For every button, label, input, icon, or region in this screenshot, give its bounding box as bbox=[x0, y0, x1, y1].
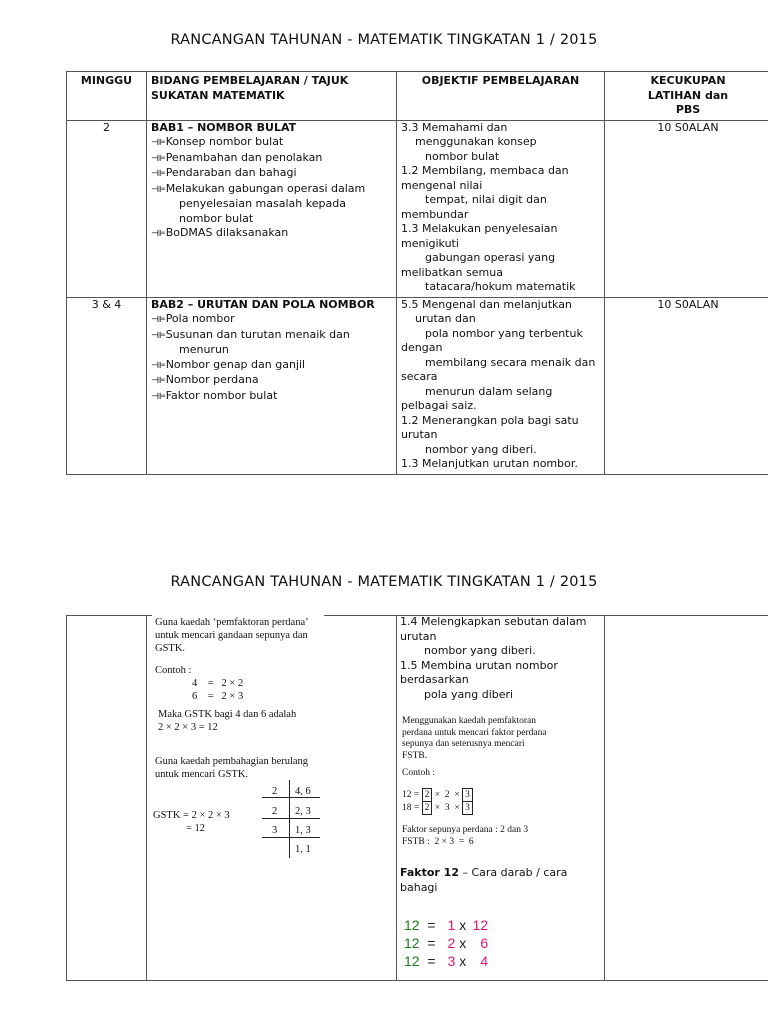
minggu-cell: 2 bbox=[67, 120, 147, 297]
boxed-factor: 2 bbox=[422, 788, 433, 802]
boxed-factor: 3 bbox=[462, 788, 473, 802]
objektif-line: tatacara/hokum matematik bbox=[425, 280, 576, 293]
header-minggu: MINGGU bbox=[67, 72, 147, 121]
divisor: 3 bbox=[272, 825, 278, 836]
objektif-line: berdasarkan bbox=[400, 673, 469, 686]
factor-row: 12 = 2 × 2 × 3 bbox=[402, 788, 473, 802]
equation: 6 = 2 × 3 bbox=[192, 691, 244, 702]
objektif-line: urutan bbox=[400, 629, 437, 643]
objektif-line: nombor yang diberi. bbox=[425, 442, 537, 456]
yearly-plan-table bbox=[66, 71, 768, 475]
kecukupan-cell: 10 S0ALAN bbox=[605, 297, 768, 474]
list-item: ⊣⊫Faktor nombor bulat bbox=[151, 388, 278, 402]
objektif-line: mengenal nilai bbox=[401, 178, 483, 192]
gstk-intro-line: untuk mencari gandaan sepunya dan bbox=[155, 630, 308, 641]
header-kecukupan-line3: PBS bbox=[675, 103, 701, 116]
objektif-line: menggunakan konsep bbox=[415, 135, 537, 148]
fstb-intro-line: perdana untuk mencari faktor perdana bbox=[402, 727, 547, 738]
minggu-cell: 3 & 4 bbox=[67, 297, 147, 474]
objektif-line: membundar bbox=[401, 207, 469, 221]
bidang-cell bbox=[147, 120, 397, 297]
header-bidang-line2: SUKATAN MATEMATIK bbox=[151, 88, 285, 102]
list-item-continuation: nombor bulat bbox=[179, 211, 254, 225]
kecukupan-cell bbox=[605, 616, 768, 981]
bab-title: BAB1 – NOMBOR BULAT bbox=[151, 120, 297, 134]
boxed-factor: 2 bbox=[422, 801, 433, 815]
list-item: ⊣⊫Pola nombor bbox=[151, 312, 235, 325]
faktor-row: 12 = 2 x 6 bbox=[404, 935, 489, 951]
faktor-heading bbox=[400, 865, 604, 895]
objektif-line: urutan bbox=[401, 428, 438, 441]
sepunya-line: Faktor sepunya perdana : 2 dan 3 bbox=[402, 825, 529, 835]
bullet-icon: ⊣⊫ bbox=[151, 315, 165, 325]
bullet-icon: ⊣⊫ bbox=[151, 330, 165, 341]
dividend: 1, 1 bbox=[295, 844, 311, 855]
divisor: 2 bbox=[272, 806, 278, 817]
objektif-line: 1.3 Melanjutkan urutan nombor. bbox=[401, 457, 578, 470]
maka-line: 2 × 2 × 3 = 12 bbox=[158, 722, 218, 733]
header-bidang bbox=[147, 72, 397, 121]
bullet-icon: ⊣⊫ bbox=[151, 391, 165, 402]
objektif-line: 1.3 Melakukan penyelesaian bbox=[401, 222, 558, 235]
list-item-continuation: menurun bbox=[179, 343, 229, 356]
objektif-line: gabungan operasi yang bbox=[425, 251, 556, 264]
faktor-list bbox=[404, 916, 488, 970]
bab-title: BAB2 – URUTAN DAN POLA NOMBOR bbox=[151, 297, 375, 311]
fstb-intro-line: Menggunakan kaedah pemfaktoran bbox=[402, 716, 537, 726]
objektif-line: menigikuti bbox=[401, 236, 459, 250]
objektif-line: 3.3 Memahami dan bbox=[401, 120, 508, 134]
table-row bbox=[67, 120, 768, 297]
objektif-line: menurun dalam selang bbox=[425, 384, 553, 398]
objektif-line: membilang secara menaik dan bbox=[425, 355, 596, 369]
objektif-line: 5.5 Mengenal dan melanjutkan bbox=[401, 297, 572, 311]
header-bidang-line1: BIDANG PEMBELAJARAN / TAJUK bbox=[151, 74, 349, 87]
division-ladder bbox=[262, 780, 322, 860]
bullet-icon: ⊣⊫ bbox=[151, 169, 165, 179]
objektif-line: 1.2 Membilang, membaca dan bbox=[401, 164, 569, 177]
equation: 4 = 2 × 2 bbox=[192, 678, 244, 689]
page-title: RANCANGAN TAHUNAN - MATEMATIK TINGKATAN 1 / 2015 bbox=[170, 32, 598, 48]
objektif-cell bbox=[397, 120, 605, 297]
objektif-cell bbox=[397, 297, 605, 474]
contoh-label: Contoh : bbox=[402, 768, 435, 778]
list-item: ⊣⊫Konsep nombor bulat bbox=[151, 135, 284, 148]
objektif-line: dengan bbox=[401, 341, 443, 354]
faktor-bold-label: Faktor 12 bbox=[400, 866, 459, 879]
objektif-line: pelbagai saiz. bbox=[401, 399, 477, 412]
bullet-icon: ⊣⊫ bbox=[151, 153, 165, 164]
table-row bbox=[67, 297, 768, 474]
objektif-line: nombor yang diberi. bbox=[424, 644, 536, 657]
divisor: 2 bbox=[272, 786, 278, 797]
bullet-icon: ⊣⊫ bbox=[151, 376, 165, 386]
faktor-row: 12 = 3 x 4 bbox=[404, 953, 489, 969]
gstk-intro-line: GSTK. bbox=[155, 643, 186, 654]
objektif-line: 1.5 Membina urutan nombor bbox=[400, 658, 558, 672]
dividend: 1, 3 bbox=[295, 825, 311, 836]
minggu-cell bbox=[67, 616, 147, 981]
bullet-icon: ⊣⊫ bbox=[151, 138, 165, 148]
list-item-continuation: penyelesaian masalah kepada bbox=[179, 197, 346, 210]
fstb-intro-line: FSTB. bbox=[402, 750, 428, 761]
header-kecukupan-line1: KECUKUPAN bbox=[650, 74, 726, 87]
fstb-intro-line: sepunya dan seterusnya mencari bbox=[402, 739, 525, 749]
objektif-text bbox=[400, 615, 604, 702]
kecukupan-cell: 10 S0ALAN bbox=[605, 120, 768, 297]
table-header-row bbox=[67, 72, 768, 121]
list-item: ⊣⊫Susunan dan turutan menaik dan bbox=[151, 327, 350, 341]
objektif-line: pola yang diberi bbox=[424, 687, 514, 701]
page-title: RANCANGAN TAHUNAN - MATEMATIK TINGKATAN 1 / 2015 bbox=[170, 574, 598, 590]
faktor-label-rest: – Cara darab / cara bbox=[459, 866, 568, 879]
objektif-line: tempat, nilai digit dan bbox=[425, 193, 547, 206]
gstk-example-image bbox=[152, 614, 324, 876]
header-objektif: OBJEKTIF PEMBELAJARAN bbox=[397, 72, 605, 121]
objektif-line: melibatkan semua bbox=[401, 265, 503, 279]
dividend: 4, 6 bbox=[295, 786, 311, 797]
header-kecukupan bbox=[605, 72, 768, 121]
objektif-line: nombor bulat bbox=[425, 149, 500, 163]
gstk-result: = 12 bbox=[186, 823, 206, 834]
faktor-row: 12 = 1 x 12 bbox=[404, 917, 489, 933]
dividend: 2, 3 bbox=[295, 806, 311, 817]
objektif-line: urutan dan bbox=[415, 312, 476, 325]
bullet-icon: ⊣⊫ bbox=[151, 360, 165, 371]
list-item: ⊣⊫Melakukan gabungan operasi dalam bbox=[151, 181, 366, 195]
objektif-line: 1.4 Melengkapkan sebutan dalam bbox=[400, 615, 587, 628]
bullet-icon: ⊣⊫ bbox=[151, 184, 165, 195]
list-item: ⊣⊫Penambahan dan penolakan bbox=[151, 150, 323, 164]
fstb-result: FSTB : 2 × 3 = 6 bbox=[402, 837, 474, 847]
contoh-label: Contoh : bbox=[155, 665, 192, 676]
objektif-line: pola nombor yang terbentuk bbox=[425, 326, 583, 340]
list-item: ⊣⊫Pendaraban dan bahagi bbox=[151, 166, 297, 179]
fstb-example-image bbox=[402, 716, 602, 852]
gstk-intro-line: Guna kaedah ‘pemfaktoran perdana’ bbox=[155, 617, 309, 628]
factor-row: 18 = 2 × 3 × 3 bbox=[402, 801, 473, 815]
header-kecukupan-line2: LATIHAN dan bbox=[647, 88, 729, 102]
objektif-line: 1.2 Menerangkan pola bagi satu bbox=[401, 413, 579, 427]
boxed-factor: 3 bbox=[462, 801, 473, 815]
list-item: ⊣⊫BoDMAS dilaksanakan bbox=[151, 226, 289, 239]
maka-line: Maka GSTK bagi 4 dan 6 adalah bbox=[158, 709, 297, 720]
guna-kaedah-line: Guna kaedah pembahagian berulang bbox=[155, 756, 309, 767]
bullet-icon: ⊣⊫ bbox=[151, 229, 165, 239]
gstk-result: GSTK = 2 × 2 × 3 bbox=[153, 810, 230, 821]
bidang-cell bbox=[147, 297, 397, 474]
list-item: ⊣⊫Nombor genap dan ganjil bbox=[151, 357, 306, 371]
list-item: ⊣⊫Nombor perdana bbox=[151, 373, 259, 386]
faktor-label-line2: bahagi bbox=[400, 881, 438, 894]
objektif-line: secara bbox=[401, 370, 438, 383]
guna-kaedah-line: untuk mencari GSTK. bbox=[155, 769, 249, 780]
